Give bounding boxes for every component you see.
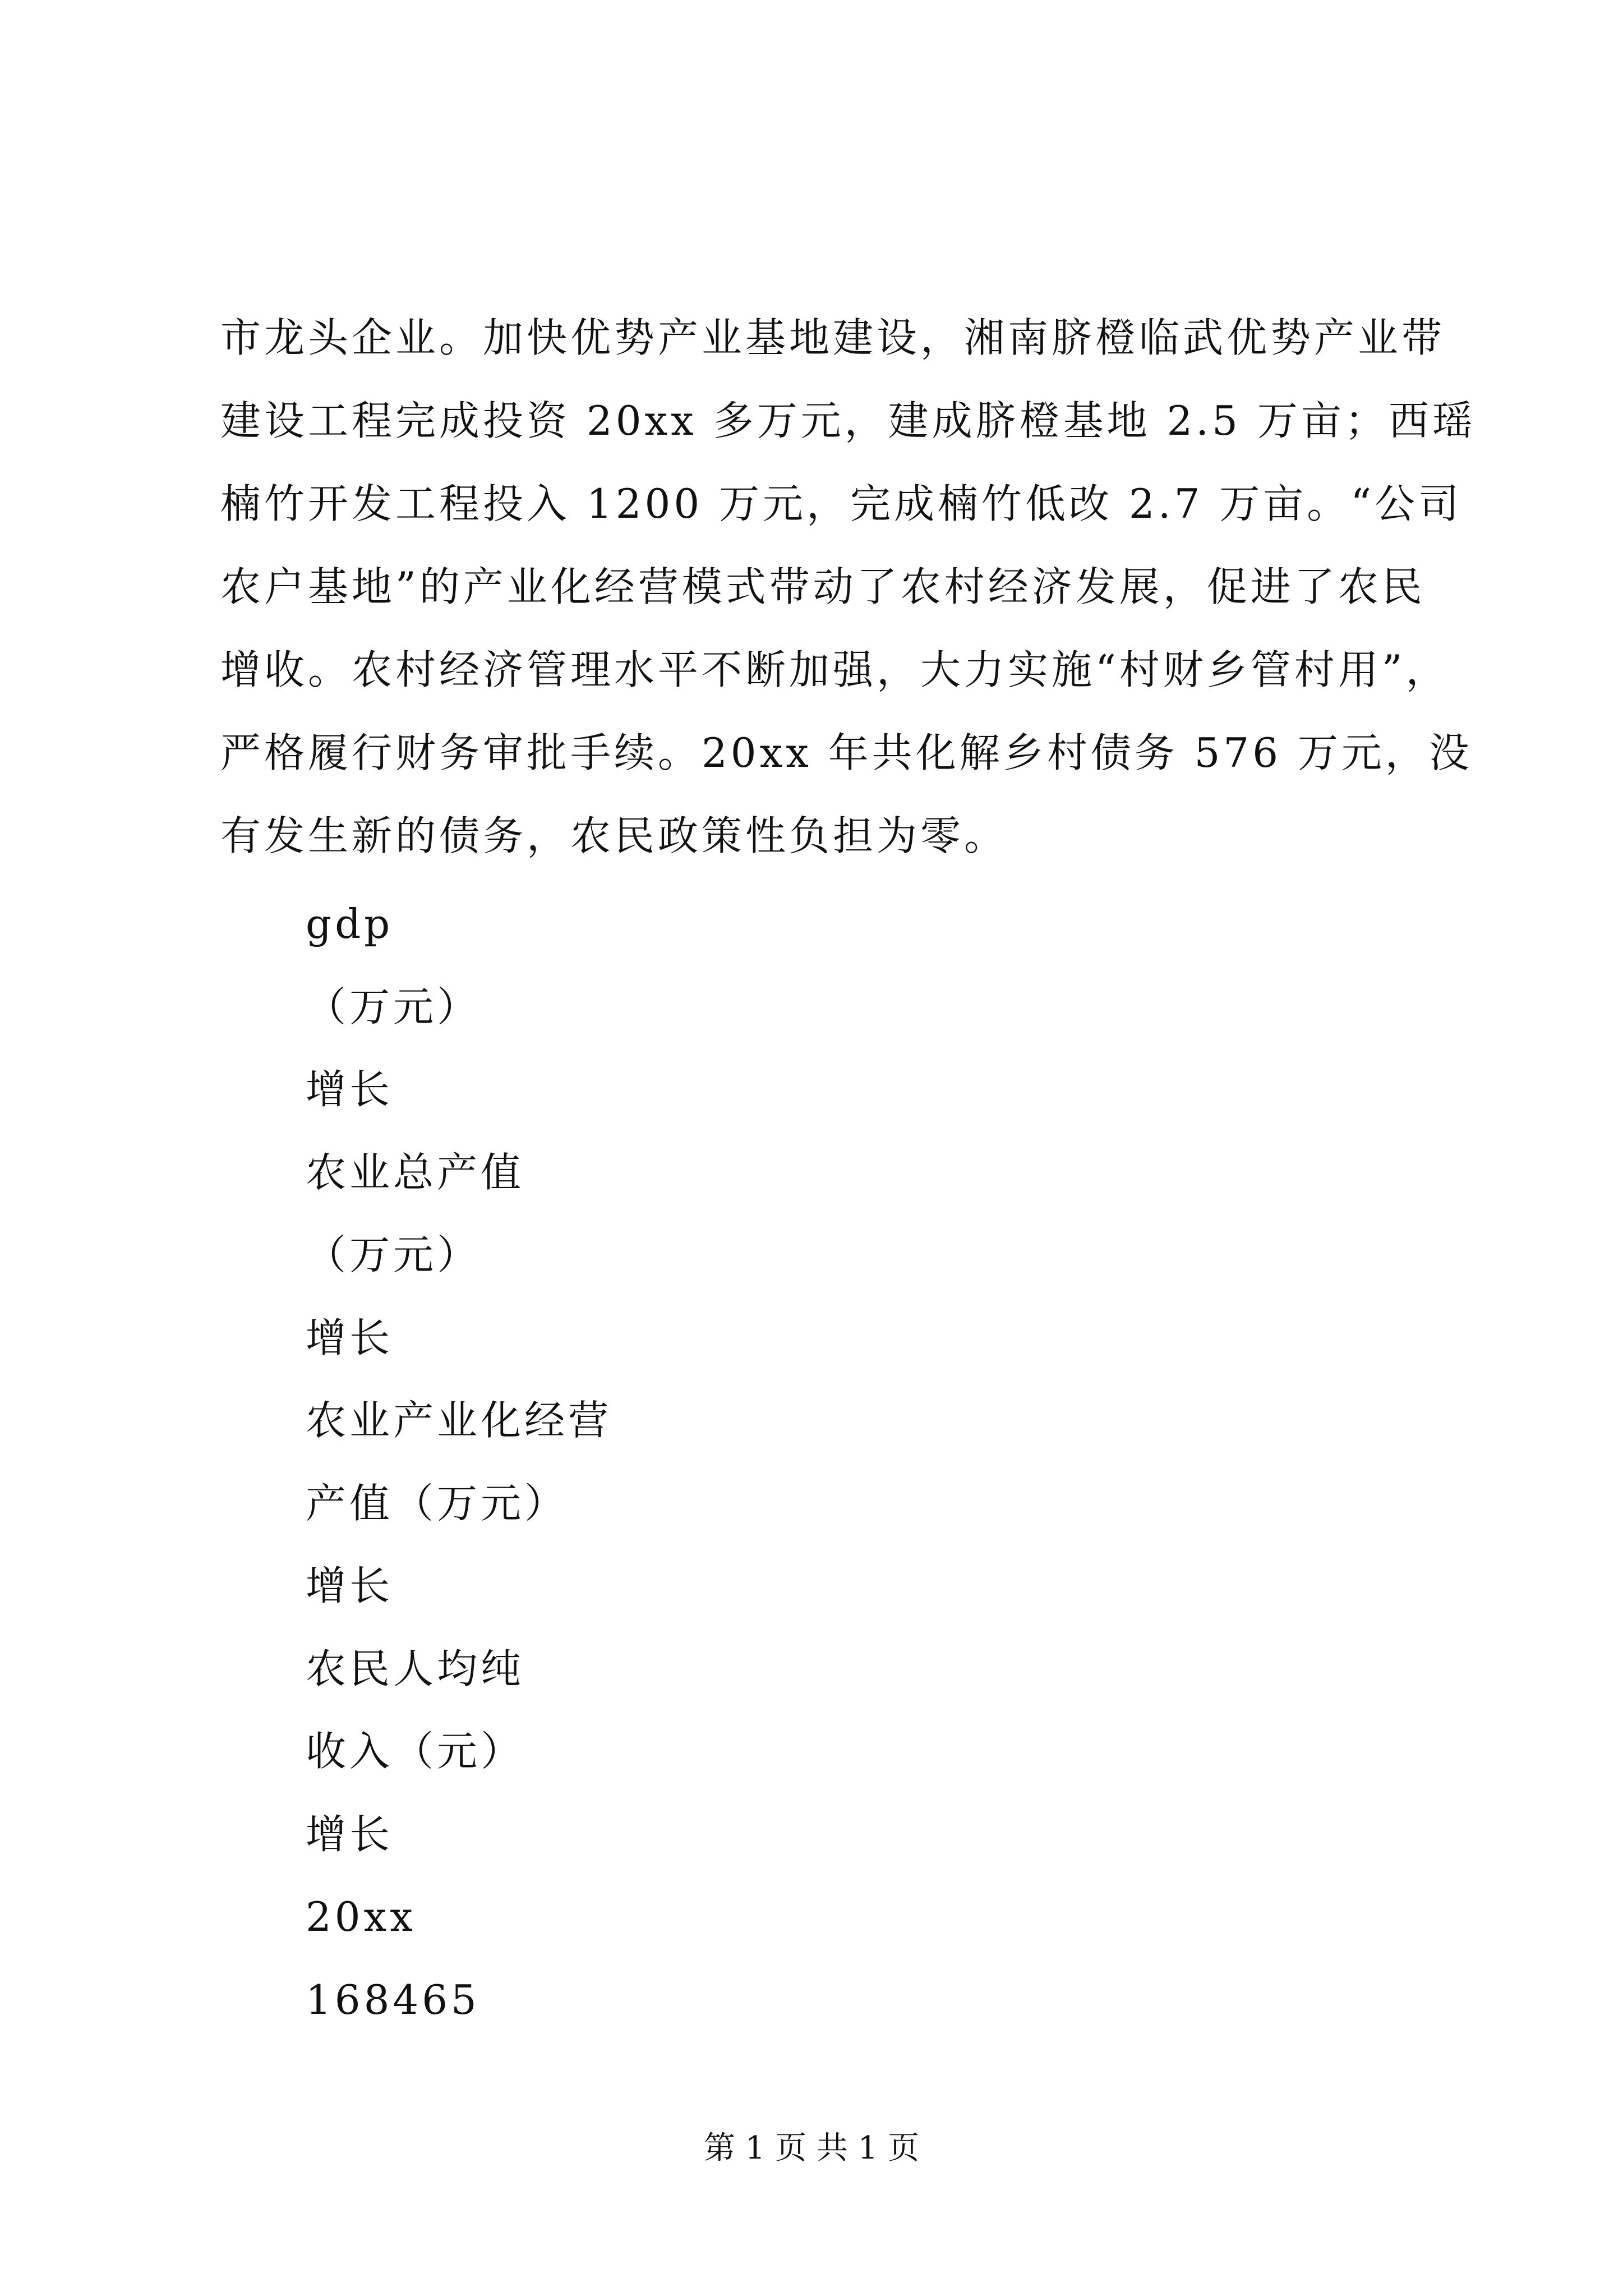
list-item: 168465: [306, 1976, 480, 2023]
list-item: gdp: [306, 900, 394, 947]
list-item: （万元）: [306, 983, 481, 1030]
list-item: 农业总产值: [306, 1148, 525, 1196]
paragraph-line: 有发生新的债务，农民政策性负担为零。: [220, 812, 1008, 859]
list-item: 增长: [306, 1314, 394, 1361]
body-paragraph: [220, 296, 1476, 877]
table-items-list: [306, 883, 1315, 2041]
list-item: 20xx: [306, 1893, 416, 1940]
paragraph-line: 增收。农村经济管理水平不断加强，大力实施“村财乡管村用”，: [220, 646, 1450, 693]
paragraph-line: 楠竹开发工程投入 1200 万元，完成楠竹低改 2.7 万亩。“公司: [220, 480, 1463, 527]
list-item: 增长: [306, 1562, 394, 1609]
paragraph-line: 严格履行财务审批手续。20xx 年共化解乡村债务 576 万元，没: [220, 729, 1473, 776]
list-item: 农民人均纯: [306, 1645, 525, 1692]
list-item: 增长: [306, 1066, 394, 1113]
paragraph-line: 建设工程完成投资 20xx 多万元，建成脐橙基地 2.5 万亩；西瑶: [220, 397, 1476, 444]
paragraph-line: 农户基地”的产业化经营模式带动了农村经济发展，促进了农民: [220, 563, 1426, 610]
list-item: 产值（万元）: [306, 1479, 569, 1527]
list-item: 收入（元）: [306, 1728, 525, 1775]
list-item: （万元）: [306, 1231, 481, 1278]
paragraph-line: 市龙头企业。加快优势产业基地建设，湘南脐橙临武优势产业带: [220, 314, 1446, 361]
list-item: 农业产业化经营: [306, 1397, 612, 1444]
list-item: 增长: [306, 1810, 394, 1858]
page-footer: 第 1 页 共 1 页: [703, 2130, 920, 2166]
